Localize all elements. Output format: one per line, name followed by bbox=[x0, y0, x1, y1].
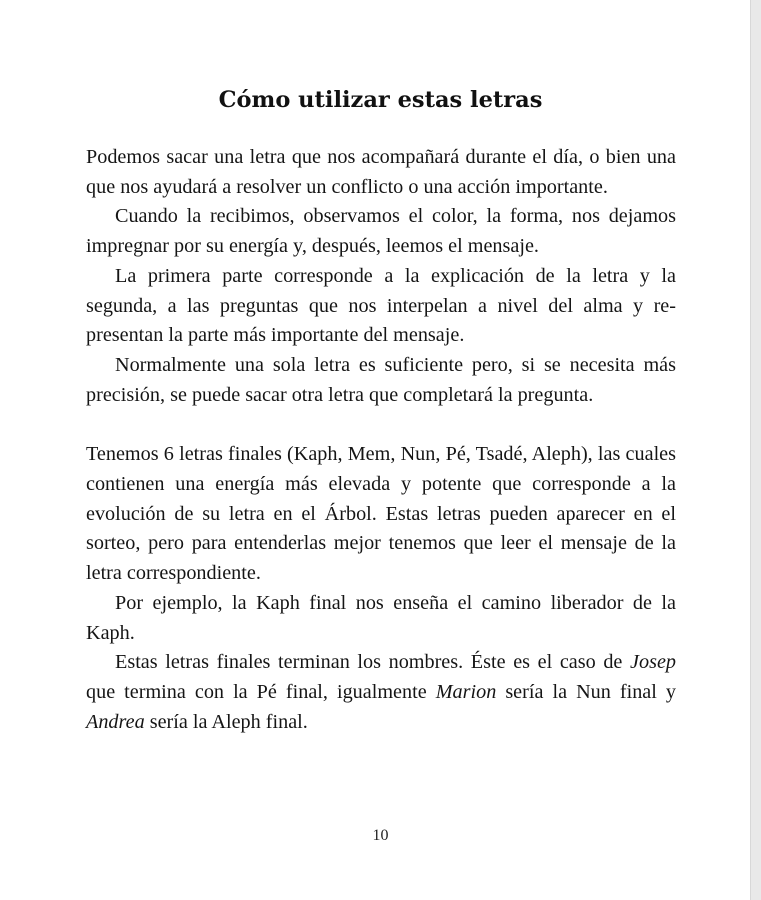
paragraph: La primera parte corresponde a la explicación de la letra y la segunda, a las preguntas que nos interpelan a nivel del alma y representan la parte más importante del mensaje. bbox=[86, 264, 676, 347]
paragraph bbox=[86, 648, 676, 737]
paragraph: Podemos sacar una letra que nos acompañará durante el día, o bien una que nos ayudará a resolver un conflicto o una acción importante. bbox=[86, 146, 676, 198]
body-text bbox=[86, 143, 676, 737]
text-run: Estas letras finales terminan los nombres. Éste es el caso de bbox=[115, 651, 631, 674]
paragraph: Tenemos 6 letras finales (Kaph, Mem, Nun, Pé, Tsadé, Aleph), las cuales contienen una energía más elevada y potente que corresponde a la evolución de su letra en el Árbol. Estas letras pueden aparecer en el sorteo, pero para entenderlas mejor tenemos que leer el mensaje de la letra correspondiente. bbox=[86, 443, 676, 585]
italic-name-andrea: Andrea bbox=[86, 710, 145, 733]
paragraph: Cuando la recibimos, observamos el color, la forma, nos dejamos impregnar por su energía y, después, leemos el mensaje. bbox=[86, 205, 676, 258]
paragraph: Normalmente una sola letra es suficiente pero, si se necesita más precisión, se puede sacar otra letra que completará la pregunta. bbox=[86, 353, 676, 406]
text-run: sería la Nun final y bbox=[496, 680, 677, 703]
text-run: sería la Aleph final. bbox=[144, 710, 308, 733]
chapter-title: Cómo utilizar estas letras bbox=[218, 87, 543, 113]
paragraph: Por ejemplo, la Kaph final nos enseña el camino liberador de la Kaph. bbox=[86, 591, 676, 644]
page-number: 10 bbox=[372, 827, 389, 844]
text-run: que termina con la Pé final, igualmente bbox=[86, 680, 436, 703]
italic-name-marion: Marion bbox=[435, 680, 497, 703]
italic-name-josep: Josep bbox=[630, 651, 676, 674]
